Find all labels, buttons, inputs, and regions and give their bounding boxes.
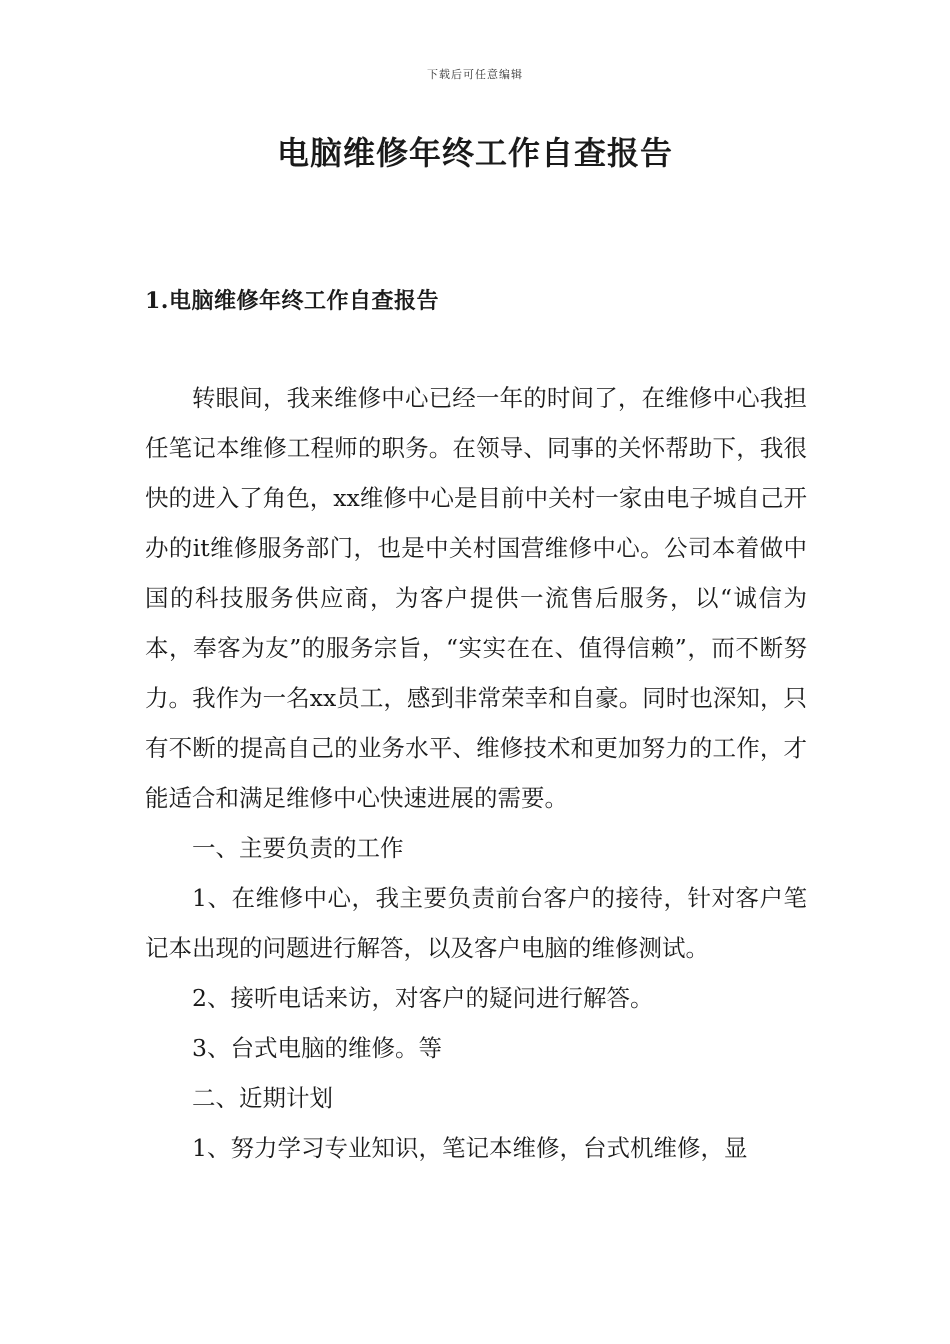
paragraph-heading-main-duties: 一、主要负责的工作 bbox=[192, 834, 404, 862]
section-heading: 1.电脑维修年终工作自查报告 bbox=[145, 288, 439, 314]
paragraph-intro: 转眼间，我来维修中心已经一年的时间了，在维修中心我担任笔记本维修工程师的职务。在领导、同事的关怀帮助下，我很快的进入了角色，xx维修中心是目前中关村一家由电子城自己开办的it维修服务部门，也是中关村国营维修中心。公司本着做中国的科技服务供应商，为客户提供一流售后服务，以“诚信为本，奉客为友”的服务宗旨，“实实在在、值得信赖”，而不断努力。我作为一名xx员工，感到非常荣幸和自豪。同时也深知，只有不断的提高自己的业务水平、维修技术和更加努力的工作，才能适合和满足维修中心快速进展的需要。 bbox=[145, 384, 807, 812]
paragraph-duty-3: 3、台式电脑的维修。等 bbox=[192, 1034, 442, 1062]
paragraph-heading-near-term-plan: 二、近期计划 bbox=[192, 1084, 333, 1112]
document-body bbox=[145, 373, 807, 1173]
header-note: 下载后可任意编辑 bbox=[427, 68, 523, 81]
paragraph-plan-1: 1、努力学习专业知识，笔记本维修，台式机维修，显 bbox=[192, 1134, 748, 1162]
paragraph-duty-2: 2、接听电话来访，对客户的疑问进行解答。 bbox=[192, 984, 654, 1012]
paragraph-duty-1: 1、在维修中心，我主要负责前台客户的接待，针对客户笔记本出现的问题进行解答，以及客户电脑的维修测试。 bbox=[145, 884, 807, 962]
document-title: 电脑维修年终工作自查报告 bbox=[276, 134, 673, 172]
